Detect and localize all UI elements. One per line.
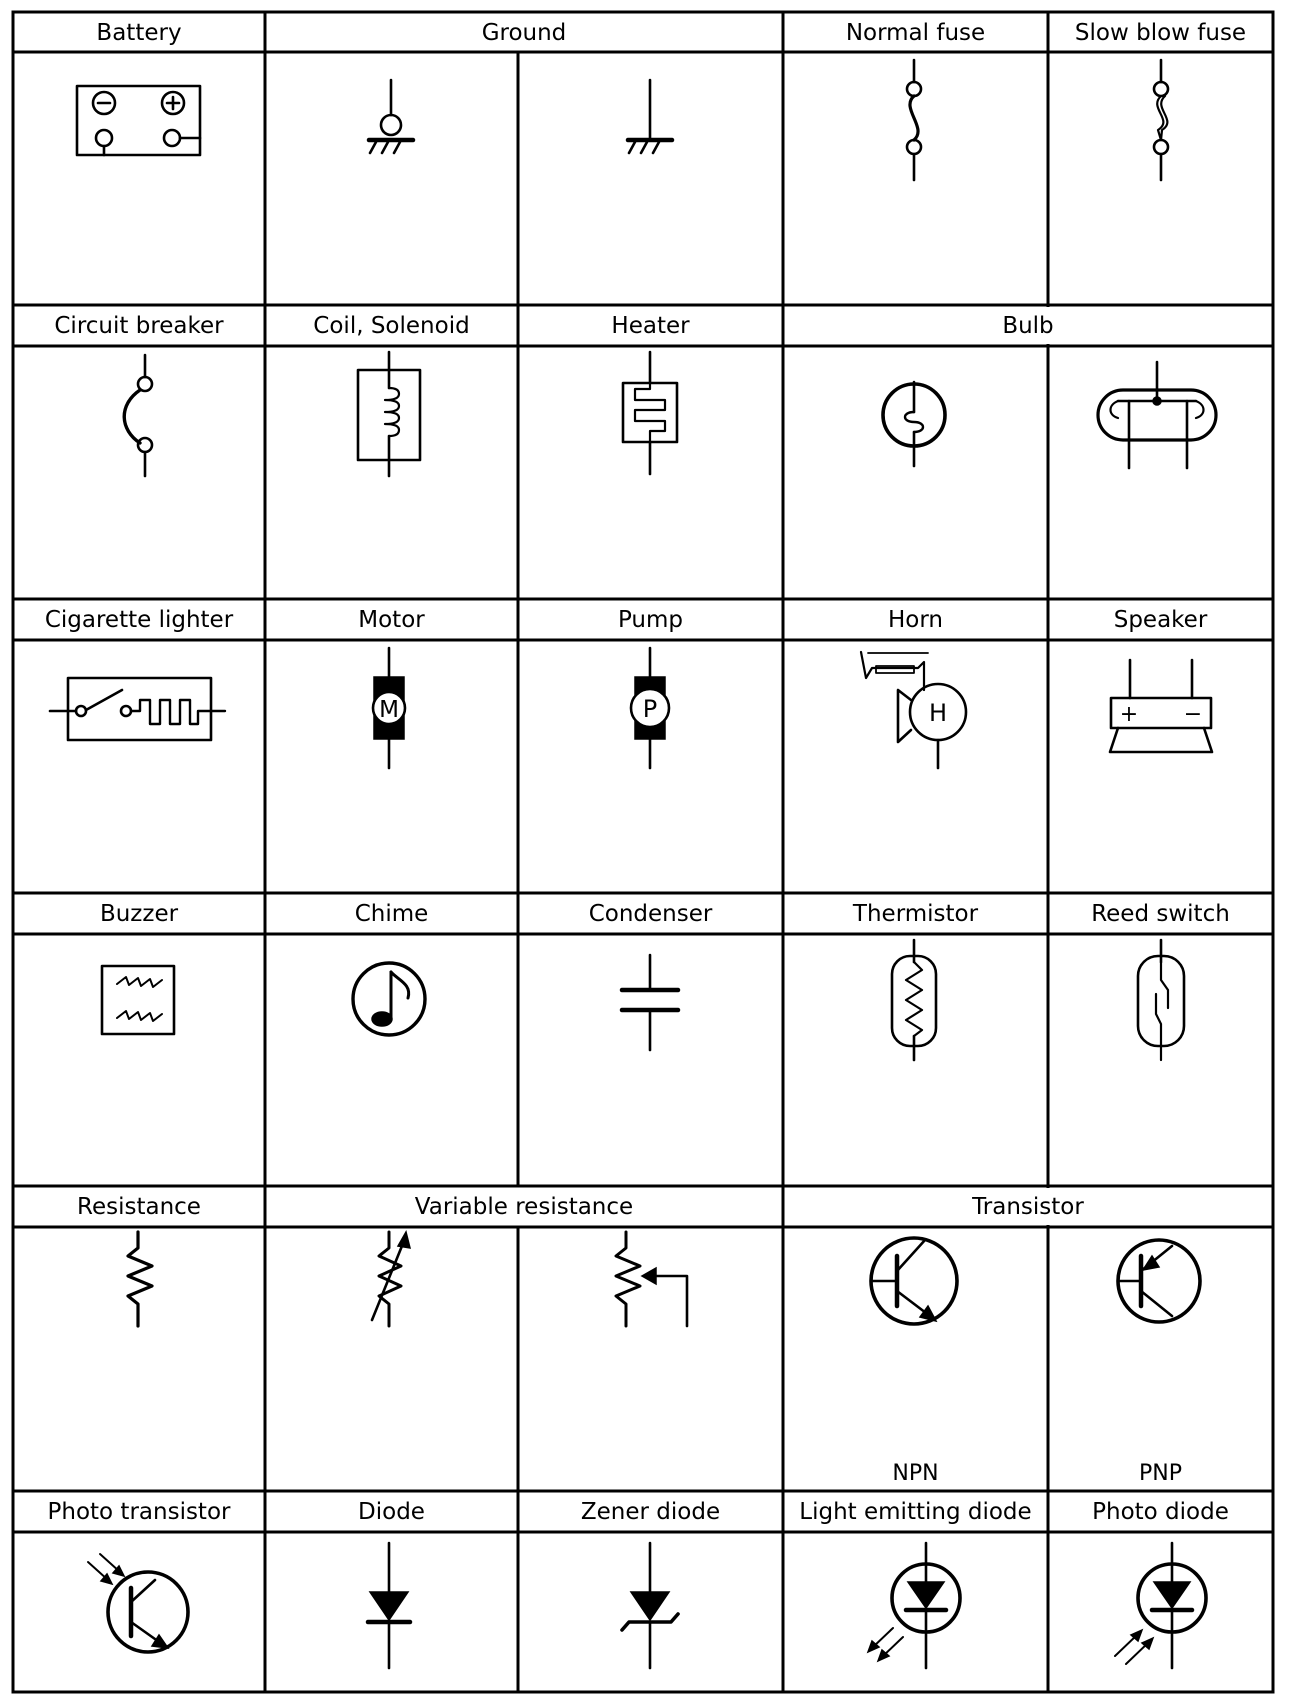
- speaker-minus: −: [1183, 702, 1203, 727]
- header-pump: Pump: [617, 607, 684, 633]
- header-photo-diode: Photo diode: [1092, 1499, 1229, 1525]
- header-condenser: Condenser: [588, 901, 713, 927]
- header-buzzer: Buzzer: [99, 901, 179, 927]
- header-battery: Battery: [96, 20, 182, 46]
- header-speaker: Speaker: [1113, 607, 1208, 633]
- header-diode: Diode: [358, 1499, 425, 1525]
- header-resistance: Resistance: [77, 1194, 201, 1220]
- pump-letter: P: [642, 695, 658, 723]
- header-reed-switch: Reed switch: [1091, 901, 1230, 927]
- horn-letter: H: [928, 699, 948, 727]
- header-ground: Ground: [481, 20, 567, 46]
- header-heater: Heater: [611, 313, 690, 339]
- header-thermistor: Thermistor: [852, 901, 979, 927]
- header-cigarette-lighter: Cigarette lighter: [44, 607, 234, 633]
- header-horn: Horn: [888, 607, 943, 633]
- header-chime: Chime: [354, 901, 429, 927]
- caption-pnp: PNP: [1139, 1460, 1182, 1486]
- header-motor: Motor: [358, 607, 425, 633]
- header-bulb: Bulb: [1002, 313, 1054, 339]
- header-variable-resistance: Variable resistance: [414, 1194, 634, 1220]
- header-zener-diode: Zener diode: [580, 1499, 721, 1525]
- caption-npn: NPN: [892, 1460, 939, 1486]
- header-circuit-breaker: Circuit breaker: [54, 313, 224, 339]
- header-transistor: Transistor: [972, 1194, 1084, 1220]
- motor-letter: M: [379, 697, 399, 723]
- header-normal-fuse: Normal fuse: [845, 20, 986, 46]
- header-photo-transistor: Photo transistor: [47, 1499, 231, 1525]
- header-slow-blow-fuse: Slow blow fuse: [1074, 20, 1247, 46]
- header-light-emitting-diode: Light emitting diode: [799, 1499, 1032, 1525]
- speaker-plus: +: [1119, 702, 1139, 727]
- header-coil-solenoid: Coil, Solenoid: [313, 313, 470, 339]
